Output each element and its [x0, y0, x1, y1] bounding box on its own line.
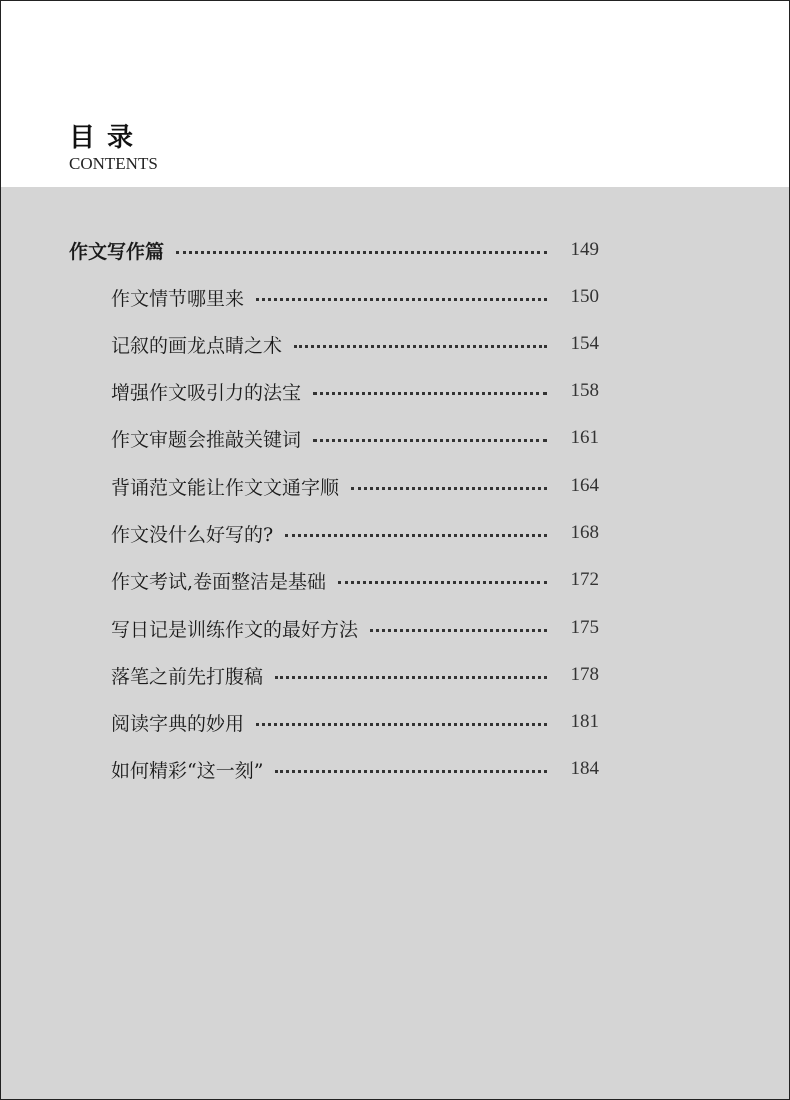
toc-leader-dots — [275, 770, 547, 773]
toc-item[interactable] — [111, 471, 599, 501]
toc-item-label: 落笔之前先打腹稿 — [111, 665, 264, 688]
toc-page-number: 172 — [570, 569, 599, 590]
toc-leader-dots — [275, 676, 547, 679]
toc-leader-dots — [256, 723, 547, 726]
toc-item-label: 如何精彩“这一刻” — [111, 759, 264, 782]
toc-page-number: 164 — [570, 475, 599, 496]
toc-item-label: 背诵范文能让作文文通字顺 — [111, 476, 340, 499]
toc-page-number: 150 — [570, 286, 599, 307]
toc-item-label: 作文审题会推敲关键词 — [111, 428, 302, 451]
toc-page-number: 161 — [570, 427, 599, 448]
toc-panel — [1, 187, 789, 1099]
toc-page-number: 184 — [570, 758, 599, 779]
toc-leader-dots — [370, 629, 547, 632]
toc-leader-dots — [285, 534, 547, 537]
toc-item[interactable] — [111, 660, 599, 690]
toc-item-label: 写日记是训练作文的最好方法 — [111, 618, 359, 641]
toc-item[interactable] — [111, 376, 599, 406]
toc-leader-dots — [176, 251, 547, 254]
toc-leader-dots — [294, 345, 547, 348]
toc-item[interactable] — [111, 565, 599, 595]
toc-item-label: 作文考试,卷面整洁是基础 — [111, 570, 327, 593]
toc-item[interactable] — [111, 754, 599, 784]
toc-page-number: 158 — [570, 380, 599, 401]
toc-item-label: 记叙的画龙点睛之术 — [111, 334, 283, 357]
page-header — [1, 1, 789, 187]
toc-leader-dots — [338, 581, 547, 584]
toc-leader-dots — [351, 487, 547, 490]
toc-leader-dots — [313, 439, 547, 442]
toc-item[interactable] — [111, 613, 599, 643]
toc-item[interactable] — [111, 707, 599, 737]
toc-item[interactable] — [111, 518, 599, 548]
toc-item[interactable] — [111, 423, 599, 453]
page-title: 目录 — [69, 123, 146, 153]
toc-section-row[interactable] — [69, 235, 599, 265]
toc-page-number: 178 — [570, 664, 599, 685]
toc-section-label: 作文写作篇 — [69, 240, 165, 263]
toc-leader-dots — [313, 392, 547, 395]
page-subtitle: CONTENTS — [69, 154, 158, 173]
toc-item[interactable] — [111, 282, 599, 312]
toc-page-number: 181 — [570, 711, 599, 732]
toc-item-label: 作文情节哪里来 — [111, 287, 245, 310]
toc-page-number: 154 — [570, 333, 599, 354]
toc-page-number: 168 — [570, 522, 599, 543]
toc-leader-dots — [256, 298, 547, 301]
toc-page-number: 149 — [570, 239, 599, 260]
toc-item[interactable] — [111, 329, 599, 359]
toc-page-number: 175 — [570, 617, 599, 638]
toc-item-label: 阅读字典的妙用 — [111, 712, 245, 735]
toc-item-label: 增强作文吸引力的法宝 — [111, 381, 302, 404]
toc-item-label: 作文没什么好写的? — [111, 523, 274, 546]
